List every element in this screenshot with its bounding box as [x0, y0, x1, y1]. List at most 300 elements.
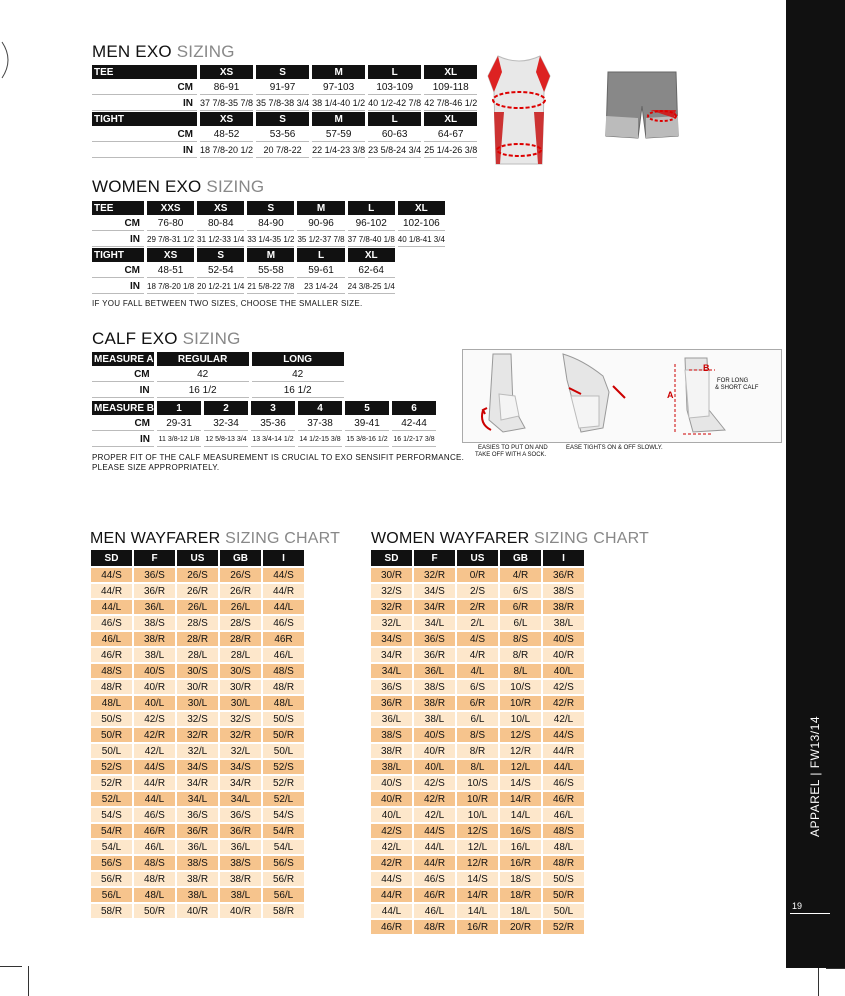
size-cell: 38/S [414, 680, 455, 694]
size-cell: 32/L [177, 744, 218, 758]
size-header: L [297, 248, 344, 262]
crop-mark [826, 968, 845, 969]
size-cell: 40/R [543, 648, 584, 662]
cell: 42-44 [392, 416, 436, 431]
cell: 40 1/8-41 3/4 [398, 232, 445, 247]
size-cell: 34/S [371, 632, 412, 646]
cell: 38 1/4-40 1/2 [312, 96, 365, 111]
calf-a-header [92, 352, 344, 366]
size-cell: 42/R [543, 696, 584, 710]
size-cell: 32/L [220, 744, 261, 758]
size-cell: 38/R [177, 872, 218, 886]
size-cell: 12/L [500, 760, 541, 774]
size-header: L [348, 201, 395, 215]
size-header: L [368, 112, 421, 126]
size-cell: 46/R [414, 888, 455, 902]
size-header: L [368, 65, 421, 79]
table-row [91, 744, 304, 758]
size-cell: 2/R [457, 600, 498, 614]
size-cell: 32/R [371, 600, 412, 614]
size-cell: 32/R [220, 728, 261, 742]
size-cell: 38/R [414, 696, 455, 710]
size-header: M [297, 201, 344, 215]
size-cell: 44/L [414, 840, 455, 854]
size-cell: 46/L [414, 904, 455, 918]
size-header: 4 [298, 401, 342, 415]
women-exo-title-light: SIZING [206, 177, 265, 196]
size-cell: 32/L [371, 616, 412, 630]
cell: 20 1/2-21 1/4 [197, 279, 244, 294]
size-cell: 46R [263, 632, 304, 646]
column-header: F [134, 550, 175, 566]
size-cell: 40/S [371, 776, 412, 790]
cell: 22 1/4-23 3/8 [312, 143, 365, 158]
cell: 29-31 [157, 416, 201, 431]
cell: 103-109 [368, 80, 421, 95]
cell: 16 1/2-17 3/8 [392, 432, 436, 447]
size-cell: 48/L [91, 696, 132, 710]
page-number: 19 [792, 901, 803, 911]
size-cell: 2/L [457, 616, 498, 630]
crop-mark [0, 966, 22, 967]
size-cell: 36/L [220, 840, 261, 854]
column-header: SD [371, 550, 412, 566]
size-cell: 10/S [457, 776, 498, 790]
cell: 18 7/8-20 1/2 [200, 143, 253, 158]
size-cell: 36/S [134, 568, 175, 582]
table-row [371, 904, 584, 918]
size-cell: 30/S [177, 664, 218, 678]
size-cell: 8/L [457, 760, 498, 774]
cell: 109-118 [424, 80, 477, 95]
size-cell: 44/L [371, 904, 412, 918]
size-cell: 36/S [177, 808, 218, 822]
size-cell: 12/L [457, 840, 498, 854]
size-cell: 8/R [457, 744, 498, 758]
row-label: IN [92, 432, 154, 447]
size-cell: 46/R [371, 920, 412, 934]
cell: 37-38 [298, 416, 342, 431]
table-row [91, 616, 304, 630]
size-cell: 12/S [457, 824, 498, 838]
cell: 62-64 [348, 263, 395, 278]
size-cell: 6/S [500, 584, 541, 598]
women-tight-header [92, 248, 445, 262]
label-long-1: FOR LONG [717, 378, 749, 384]
size-cell: 52/R [263, 776, 304, 790]
sidebar-text: APPAREL | FW13/14 [808, 716, 822, 837]
women-tee-in-row [92, 232, 445, 247]
women-tight-in-row [92, 279, 445, 294]
size-cell: 18/S [500, 872, 541, 886]
calf-exo-title [92, 329, 241, 349]
size-cell: 32/R [414, 568, 455, 582]
size-cell: 42/R [371, 856, 412, 870]
cell: 48-51 [147, 263, 194, 278]
table-row [91, 824, 304, 838]
size-cell: 38/L [371, 760, 412, 774]
size-cell: 38/L [414, 712, 455, 726]
size-cell: 42/R [414, 792, 455, 806]
cell: 42 7/8-46 1/2 [424, 96, 477, 111]
size-cell: 48/R [263, 680, 304, 694]
cell: 15 3/8-16 1/2 [345, 432, 389, 447]
cell: 40 1/2-42 7/8 [368, 96, 421, 111]
table-row [371, 824, 584, 838]
row-label: IN [92, 96, 197, 111]
size-cell: 0/R [457, 568, 498, 582]
size-cell: 36/L [177, 840, 218, 854]
cell: 18 7/8-20 1/8 [147, 279, 194, 294]
size-cell: 14/L [500, 808, 541, 822]
calf-exo-title-light: SIZING [182, 329, 241, 348]
table-row [371, 600, 584, 614]
cell: 23 1/4-24 [297, 279, 344, 294]
size-cell: 44/S [91, 568, 132, 582]
size-cell: 4/R [500, 568, 541, 582]
cell: 76-80 [147, 216, 194, 231]
size-cell: 32/S [177, 712, 218, 726]
cell: 35 7/8-38 3/4 [256, 96, 309, 111]
size-header: XL [348, 248, 395, 262]
cell: 64-67 [424, 127, 477, 142]
size-cell: 44/R [91, 584, 132, 598]
size-cell: 44/R [543, 744, 584, 758]
size-cell: 26/R [177, 584, 218, 598]
table-row [91, 808, 304, 822]
size-cell: 56/R [91, 872, 132, 886]
size-cell: 28/S [177, 616, 218, 630]
size-cell: 26/S [177, 568, 218, 582]
cell: 86-91 [200, 80, 253, 95]
table-row [91, 760, 304, 774]
size-cell: 34/L [371, 664, 412, 678]
size-cell: 6/L [500, 616, 541, 630]
cell: 97-103 [312, 80, 365, 95]
size-cell: 28/L [220, 648, 261, 662]
size-header: 6 [392, 401, 436, 415]
table-row [91, 568, 304, 582]
size-cell: 14/S [457, 872, 498, 886]
size-cell: 28/R [177, 632, 218, 646]
size-cell: 38/L [177, 888, 218, 902]
size-cell: 44/R [414, 856, 455, 870]
cell: 35-36 [251, 416, 295, 431]
size-cell: 38/L [543, 616, 584, 630]
size-cell: 36/R [220, 824, 261, 838]
size-header: LONG [252, 352, 344, 366]
size-cell: 56/R [263, 872, 304, 886]
cell: 80-84 [197, 216, 244, 231]
women-wayfarer-title [371, 530, 649, 548]
size-cell: 36/R [177, 824, 218, 838]
table-row [91, 728, 304, 742]
size-cell: 52/S [91, 760, 132, 774]
size-cell: 42/L [371, 840, 412, 854]
size-cell: 48/S [543, 824, 584, 838]
size-cell: 16/L [500, 840, 541, 854]
table-row [371, 872, 584, 886]
table-row [91, 840, 304, 854]
table-row [371, 856, 584, 870]
size-cell: 46/R [543, 792, 584, 806]
size-cell: 46/L [543, 808, 584, 822]
table-row [91, 696, 304, 710]
size-cell: 30/R [220, 680, 261, 694]
size-cell: 48/R [134, 872, 175, 886]
column-header: US [177, 550, 218, 566]
size-cell: 58/R [91, 904, 132, 918]
size-cell: 50/S [543, 872, 584, 886]
size-cell: 30/R [371, 568, 412, 582]
size-cell: 36/R [134, 584, 175, 598]
men-tee-header [92, 65, 477, 79]
size-cell: 46/L [263, 648, 304, 662]
size-header: S [247, 201, 294, 215]
size-cell: 42/L [134, 744, 175, 758]
size-cell: 10/L [457, 808, 498, 822]
size-cell: 54/S [91, 808, 132, 822]
size-cell: 4/L [457, 664, 498, 678]
size-cell: 40/R [134, 680, 175, 694]
table-row [371, 568, 584, 582]
calf-b-header [92, 401, 436, 415]
size-cell: 54/R [91, 824, 132, 838]
table-row [371, 760, 584, 774]
size-header: 5 [345, 401, 389, 415]
cell: 16 1/2 [157, 383, 249, 398]
size-cell: 34/L [177, 792, 218, 806]
size-header: S [256, 65, 309, 79]
size-cell: 36/S [371, 680, 412, 694]
table-row [91, 632, 304, 646]
size-cell: 52/S [263, 760, 304, 774]
size-cell: 38/R [134, 632, 175, 646]
size-cell: 42/R [134, 728, 175, 742]
cell: 55-58 [247, 263, 294, 278]
size-cell: 18/L [500, 904, 541, 918]
calf-b-in-row [92, 432, 436, 447]
size-cell: 50/L [263, 744, 304, 758]
size-cell: 12/R [500, 744, 541, 758]
size-cell: 46/R [134, 824, 175, 838]
size-cell: 50/L [91, 744, 132, 758]
table-row [91, 872, 304, 886]
size-cell: 42/S [371, 824, 412, 838]
size-cell: 44/S [134, 760, 175, 774]
size-cell: 48/L [543, 840, 584, 854]
row-label: CM [92, 216, 144, 231]
size-cell: 34/R [371, 648, 412, 662]
tight-product-image [602, 66, 682, 158]
size-cell: 34/R [220, 776, 261, 790]
size-cell: 14/R [457, 888, 498, 902]
size-cell: 10/R [457, 792, 498, 806]
size-cell: 28/S [220, 616, 261, 630]
size-cell: 40/S [543, 632, 584, 646]
women-wayfarer-header [371, 550, 584, 566]
cell: 13 3/4-14 1/2 [251, 432, 295, 447]
calf-a-cm-row [92, 367, 344, 382]
size-cell: 16/R [500, 856, 541, 870]
table-row [371, 776, 584, 790]
size-header: REGULAR [157, 352, 249, 366]
size-cell: 48/R [91, 680, 132, 694]
men-tee-in-row [92, 96, 477, 111]
cell: 24 3/8-25 1/4 [348, 279, 395, 294]
size-cell: 38/S [220, 856, 261, 870]
size-cell: 40/R [220, 904, 261, 918]
size-cell: 40/S [134, 664, 175, 678]
row-label: CM [92, 263, 144, 278]
women-wayfarer-title-bold: WOMEN WAYFARER [371, 530, 530, 547]
calf-a-label: MEASURE A [94, 353, 154, 365]
cell: 102-106 [398, 216, 445, 231]
size-cell: 50/R [91, 728, 132, 742]
size-cell: 58/R [263, 904, 304, 918]
size-header: M [247, 248, 294, 262]
size-cell: 36/S [220, 808, 261, 822]
size-cell: 38/R [371, 744, 412, 758]
size-cell: 52/L [263, 792, 304, 806]
size-cell: 4/S [457, 632, 498, 646]
size-cell: 44/S [543, 728, 584, 742]
cell: 23 5/8-24 3/4 [368, 143, 421, 158]
size-header: XL [398, 201, 445, 215]
size-cell: 34/S [414, 584, 455, 598]
row-label: IN [92, 383, 154, 398]
row-label: IN [92, 279, 144, 294]
cell: 42 [157, 367, 249, 382]
table-row [371, 728, 584, 742]
size-cell: 32/S [371, 584, 412, 598]
size-cell: 40/L [134, 696, 175, 710]
women-tee-cm-row [92, 216, 445, 231]
column-header: SD [91, 550, 132, 566]
column-header: US [457, 550, 498, 566]
calf-measure-a-table [89, 351, 347, 399]
column-header: F [414, 550, 455, 566]
crop-arc [0, 40, 16, 80]
label-b: B [703, 363, 710, 373]
size-cell: 48/L [134, 888, 175, 902]
size-cell: 50/R [134, 904, 175, 918]
men-wayfarer-table [89, 548, 306, 920]
table-row [91, 904, 304, 918]
label-a: A [667, 390, 674, 400]
cell: 21 5/8-22 7/8 [247, 279, 294, 294]
size-cell: 44/S [263, 568, 304, 582]
size-header: S [256, 112, 309, 126]
men-exo-table [89, 64, 480, 159]
size-cell: 50/S [263, 712, 304, 726]
size-cell: 46/S [263, 616, 304, 630]
caption-ease: EASE TIGHTS ON & OFF SLOWLY. [566, 445, 663, 451]
table-row [371, 584, 584, 598]
men-exo-title [92, 42, 235, 62]
row-label: IN [92, 232, 144, 247]
size-cell: 40/R [177, 904, 218, 918]
size-cell: 30/L [220, 696, 261, 710]
size-cell: 16/S [500, 824, 541, 838]
size-cell: 46/S [91, 616, 132, 630]
calf-illustration [463, 350, 781, 442]
size-cell: 56/L [91, 888, 132, 902]
size-header: S [197, 248, 244, 262]
size-cell: 40/R [414, 744, 455, 758]
men-tight-label: TIGHT [92, 112, 197, 126]
size-cell: 46/R [91, 648, 132, 662]
table-row [371, 680, 584, 694]
table-row [91, 888, 304, 902]
men-wayfarer-header [91, 550, 304, 566]
size-cell: 38/S [177, 856, 218, 870]
size-cell: 34/R [177, 776, 218, 790]
size-header: 1 [157, 401, 201, 415]
size-cell: 8/L [500, 664, 541, 678]
size-cell: 40/L [414, 760, 455, 774]
women-exo-note: IF YOU FALL BETWEEN TWO SIZES, CHOOSE THE SMALLER SIZE. [92, 299, 363, 308]
cell: 57-59 [312, 127, 365, 142]
cell: 25 1/4-26 3/8 [424, 143, 477, 158]
size-cell: 16/R [457, 920, 498, 934]
row-label: CM [92, 416, 154, 431]
women-exo-table [89, 200, 448, 295]
calf-measure-b-table [89, 400, 439, 448]
table-row [371, 712, 584, 726]
row-label: CM [92, 127, 197, 142]
size-cell: 46/L [134, 840, 175, 854]
caption-sock-2: TAKE OFF WITH A SOCK. [475, 452, 547, 458]
size-header: M [312, 112, 365, 126]
size-cell: 48/L [263, 696, 304, 710]
size-cell: 54/S [263, 808, 304, 822]
cell: 35 1/2-37 7/8 [297, 232, 344, 247]
size-cell: 36/R [414, 648, 455, 662]
size-cell: 8/S [500, 632, 541, 646]
row-label: CM [92, 367, 154, 382]
cell: 39-41 [345, 416, 389, 431]
size-cell: 30/L [177, 696, 218, 710]
men-exo-title-light: SIZING [176, 42, 235, 61]
cell: 32-34 [204, 416, 248, 431]
size-cell: 56/L [263, 888, 304, 902]
calf-note-1: PROPER FIT OF THE CALF MEASUREMENT IS CRUCIAL TO EXO SENSIFIT PERFORMANCE. [92, 453, 465, 462]
size-cell: 34/S [220, 760, 261, 774]
size-cell: 36/R [543, 568, 584, 582]
size-cell: 44/S [371, 872, 412, 886]
size-cell: 50/L [543, 904, 584, 918]
women-tight-cm-row [92, 263, 445, 278]
size-cell: 46/S [414, 872, 455, 886]
table-row [91, 856, 304, 870]
caption-sock-1: EASIES TO PUT ON AND [478, 445, 548, 451]
size-cell: 44/L [543, 760, 584, 774]
size-cell: 46/S [134, 808, 175, 822]
women-tee-header [92, 201, 445, 215]
size-cell: 50/S [91, 712, 132, 726]
women-wayfarer-table [369, 548, 586, 936]
cell: 33 1/4-35 1/2 [247, 232, 294, 247]
size-cell: 44/R [134, 776, 175, 790]
size-cell: 50/R [263, 728, 304, 742]
men-wayfarer-title [90, 530, 340, 548]
men-wayfarer-title-light: SIZING CHART [225, 530, 341, 547]
table-row [371, 648, 584, 662]
size-cell: 38/S [371, 728, 412, 742]
size-cell: 44/R [371, 888, 412, 902]
column-header: GB [500, 550, 541, 566]
